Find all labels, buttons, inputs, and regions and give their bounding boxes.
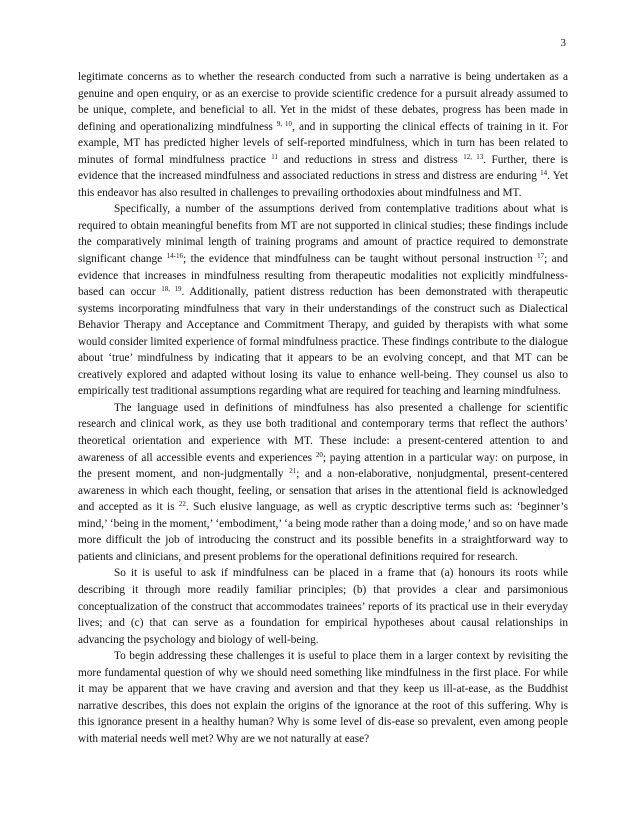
- citation-number: 14-16: [166, 252, 183, 261]
- text-run: ; paying attention in a particular way: on purpose, in the present moment, and non-judgmentally: [78, 451, 569, 481]
- citation-number: 20: [315, 450, 323, 459]
- body-text: [78, 69, 568, 747]
- text-run: . Further, there is evidence that the increased mindfulness and associated reductions in stress and distress are enduring: [78, 153, 569, 183]
- paragraph: [78, 400, 568, 565]
- text-run: legitimate concerns as to whether the research conducted from such a narrative is being undertaken as a genuine and open enquiry, or as an exercise to provide scientific credence for a pursuit already assumed to be unique, complete, and beneficial to all. Yet in the midst of these debates, progress has been made in defining and operationalizing mindfulness: [78, 71, 568, 133]
- text-run: The language used in definitions of mindfulness has also presented a challenge for scientific research and clinical work, as they use both traditional and contemporary terms that reflect the authors’ theoretical orientation and experience with MT. These include: a present-centered attention to and awareness of all accessible events and experiences: [78, 401, 568, 464]
- paragraph: [78, 201, 568, 400]
- text-run: , and in supporting the clinical effects of training in it. For example, MT has predicted higher levels of self-reported mindfulness, which in turn has been related to minutes of formal mindfulness practice: [78, 120, 569, 166]
- text-run: ; and evidence that increases in mindfulness resulting from therapeutic modalities not explicitly mindfulness-based can occur: [78, 253, 568, 299]
- citation-number: 14: [540, 169, 548, 178]
- citation-number: 11: [271, 152, 278, 161]
- paragraph: [78, 565, 568, 648]
- citation-number: 17: [537, 252, 545, 261]
- text-run: ; and a non-elaborative, nonjudgmental, present-centered awareness in which each thought, feeling, or sensation that arises in the attentional field is acknowledged and accepted as it is: [78, 468, 568, 514]
- citation-number: 18, 19: [161, 285, 182, 294]
- page-number: 3: [560, 37, 566, 49]
- citation-number: 9, 10: [276, 119, 293, 128]
- paragraph: [78, 648, 568, 747]
- text-run: To begin addressing these challenges it is useful to place them in a larger context by revisiting the more fundamental question of why we should need something like mindfulness in the first place. For while it may be apparent that we have craving and aversion and that they keep us ill-at-ease, as the Buddhist narrative describes, this does not explain the origins of the ignorance at the root of this suffering. Why is this ignorance present in a healthy human? Why is some level of dis-ease so prevalent, even among people with material needs well met? Why are we not naturally at ease?: [78, 650, 568, 745]
- text-run: . Additionally, patient distress reduction has been demonstrated with therapeutic systems incorporating mindfulness that vary in their understandings of the construct such as Dialectical Behavior Therapy and Acceptance and Commitment Therapy, and guided by therapists with what some would consider limited experience of formal mindfulness practice. These findings contribute to the dialogue about ‘true’ mindfulness by indicating that it appears to be an evolving concept, and that MT can be creatively explored and adapted without losing its value to enhance well-being. They counsel us also to empirically test traditional assumptions regarding what are required for teaching and learning mindfulness.: [78, 286, 568, 398]
- text-run: . Such elusive language, as well as cryptic descriptive terms such as: ‘beginner’s mind,’ ‘being in the moment,’ ‘embodiment,’ ‘a being mode rather than a doing mode,’ and so on have made more difficult the job of introducing the construct and its possible benefits in a straightforward way to patients and clinicians, and present problems for the operational definitions required for research.: [78, 501, 568, 563]
- text-run: So it is useful to ask if mindfulness can be placed in a frame that (a) honours its roots while describing it through more readily familiar principles; (b) that provides a clear and parsimonious conceptualization of the construct that accommodates trainees’ reports of its practical use in their everyday lives; and (c) that can serve as a foundation for empirical hypotheses about causal relationships in advancing the psychology and biology of well-being.: [78, 567, 568, 646]
- citation-number: 22: [178, 500, 186, 509]
- citation-number: 12, 13: [463, 152, 484, 161]
- text-run: and reductions in stress and distress: [277, 153, 464, 166]
- paragraph: [78, 69, 568, 201]
- text-run: Specifically, a number of the assumptions derived from contemplative traditions about what is required to obtain meaningful benefits from MT are not supported in clinical studies; these findings include the comparatively minimal length of training programs and amount of practice required to demonstrate significant change: [78, 203, 568, 266]
- citation-number: 21: [289, 467, 297, 476]
- text-run: . Yet this endeavor has also resulted in challenges to prevailing orthodoxies about mindfulness and MT.: [78, 170, 568, 199]
- text-run: ; the evidence that mindfulness can be taught without personal instruction: [182, 253, 538, 266]
